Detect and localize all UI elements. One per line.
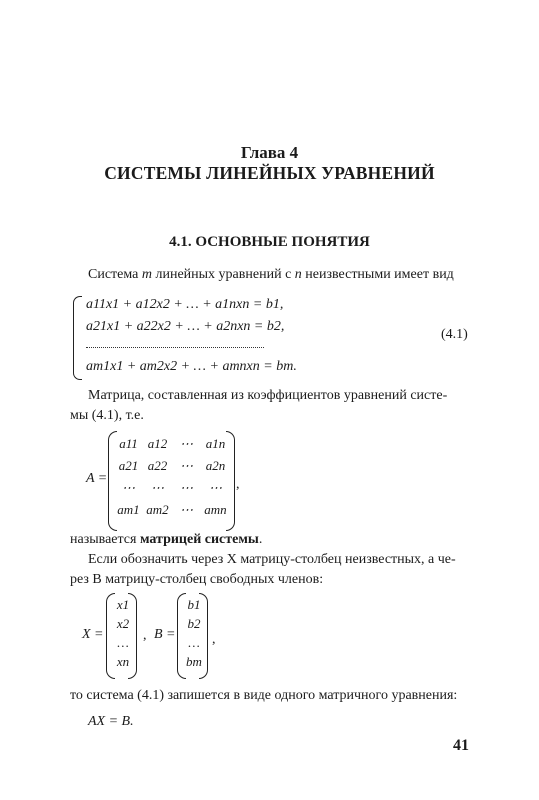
paragraph-2-line-1: Матрица, составленная из коэффициентов уравнений систе- — [88, 388, 448, 403]
matrix-a-cell: ⋯ — [180, 480, 193, 495]
section-title: 4.1. ОСНОВНЫЕ ПОНЯТИЯ — [169, 234, 370, 250]
vector-x-item: xn — [116, 654, 130, 669]
equation-line-2: a21x1 + a22x2 + … + a2nxn = b2, — [86, 319, 285, 334]
vector-b-item: b2 — [187, 616, 201, 631]
vector-b-item: … — [188, 635, 200, 650]
matrix-a-cell: ⋯ — [180, 502, 193, 517]
intro-text-1: Система — [88, 267, 142, 282]
intro-m: m — [141, 267, 152, 282]
matrix-a-cell: ⋯ — [151, 480, 164, 495]
matrix-a-label: A = — [86, 471, 108, 486]
matrix-a — [114, 436, 228, 526]
intro-text-3: неизвестными имеет вид — [301, 267, 454, 282]
matrix-a-cell: ⋯ — [180, 458, 193, 473]
matrix-a-cell: ⋯ — [209, 480, 222, 495]
paragraph-3-end: . — [258, 532, 263, 547]
paragraph-3 — [70, 530, 262, 550]
matrix-a-cell: ⋯ — [180, 436, 193, 451]
vector-x-label: X = — [82, 627, 104, 642]
paragraph-3-bold: матрицей системы — [139, 532, 259, 547]
intro-paragraph — [88, 265, 454, 285]
paragraph-5: то система (4.1) запишется в виде одного матричного уравнения: — [70, 688, 458, 703]
system-brace — [73, 296, 82, 380]
vector-separator: , — [143, 628, 147, 643]
matrix-a-cell: a2n — [205, 458, 226, 473]
paragraph-2-line-2: мы (4.1), т.е. — [70, 408, 144, 423]
paragraph-3-text: называется — [70, 532, 140, 547]
chapter-number: Глава 4 — [240, 143, 299, 162]
vector-b-item: b1 — [187, 597, 201, 612]
vector-x-item: x2 — [116, 616, 130, 631]
vector-trailing: , — [212, 632, 216, 647]
equation-number: (4.1) — [441, 327, 468, 342]
intro-text-2: линейных уравнений с — [151, 267, 295, 282]
vector-b — [181, 597, 207, 675]
matrix-a-cell: amn — [204, 502, 227, 517]
vector-x-item: x1 — [116, 597, 130, 612]
intro-n: n — [294, 267, 302, 282]
paragraph-4-line-2: рез B матрицу-столбец свободных членов: — [70, 572, 324, 587]
matrix-equation: AX = B. — [88, 714, 134, 729]
vector-b-label: B = — [154, 627, 176, 642]
matrix-a-cell: a1n — [205, 436, 226, 451]
vector-x — [110, 597, 136, 675]
matrix-a-cell: a12 — [147, 436, 168, 451]
equation-line-3: am1x1 + am2x2 + … + amnxn = bm. — [86, 359, 297, 374]
matrix-a-cell: a11 — [119, 436, 138, 451]
matrix-a-cell: a21 — [118, 458, 139, 473]
vector-x-item: … — [117, 635, 129, 650]
matrix-a-cell: a22 — [147, 458, 168, 473]
vector-b-item: bm — [186, 654, 202, 669]
chapter-title: СИСТЕМЫ ЛИНЕЙНЫХ УРАВНЕНИЙ — [104, 163, 435, 183]
equation-dots-row — [86, 347, 264, 348]
page-number: 41 — [453, 737, 469, 754]
matrix-a-cell: ⋯ — [122, 480, 135, 495]
matrix-a-cell: am1 — [117, 502, 140, 517]
equation-line-1: a11x1 + a12x2 + … + a1nxn = b1, — [86, 297, 284, 312]
matrix-a-cell: am2 — [146, 502, 169, 517]
paragraph-4-line-1: Если обозначить через X матрицу-столбец неизвестных, а че- — [88, 552, 456, 567]
matrix-a-trailing: , — [236, 477, 240, 492]
